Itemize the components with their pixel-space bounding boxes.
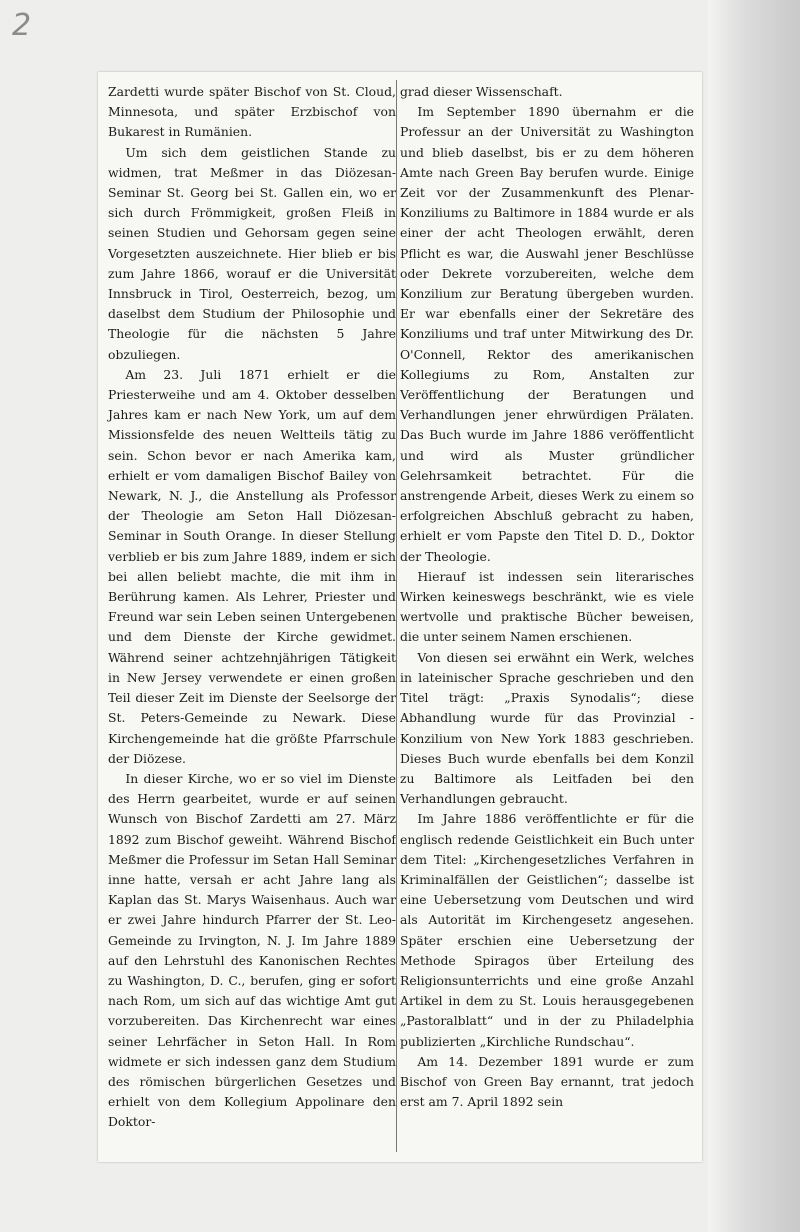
left-column — [108, 82, 396, 1133]
right-paragraph-4: Von diesen sei erwähnt ein Werk, welches in lateinischer Sprache geschrieben und den Titel trägt: „Praxis Synodalis“; diese Abhandlung wurde für das Provinzial - Konzilium von New York 1883 geschrieben. Dieses Buch wurde ebenfalls bei dem Konzil zu Baltimore als Leitfaden bei den Verhandlungen gebraucht. — [400, 649, 694, 807]
right-column — [400, 82, 694, 1112]
right-paragraph-6: Am 14. Dezember 1891 wurde er zum Bischof von Green Bay ernannt, trat jedoch erst am 7. April 1892 sein — [400, 1053, 694, 1110]
scan-edge-shadow — [708, 0, 800, 1232]
right-paragraph-1: grad dieser Wissenschaft. — [400, 84, 563, 99]
right-paragraph-5: Im Jahre 1886 veröffentlichte er für die englisch redende Geistlichkeit ein Buch unter dem Titel: „Kirchengesetzliches Verfahren in Kriminalfällen der Geistlichen“; dasselbe ist eine Uebersetzung vom Deutschen und wird als Autorität im Kirchengesetz angesehen. Später erschien eine Uebersetzung der Methode Spiragos über Erteilung des Religionsunterrichts und eine große Anzahl Artikel in dem zu St. Louis herausgegebenen „Pastoralblatt“ und in der zu Philadelphia publizierten „Kirchliche Rundschau“. — [400, 811, 694, 1049]
right-paragraph-2: Im September 1890 übernahm er die Professur an der Universität zu Washington und blieb daselbst, bis er zu dem höheren Amte nach Green Bay berufen wurde. Einige Zeit vor der Zusammenkunft des Plenar-Konziliums zu Baltimore in 1884 wurde er als einer der acht Theologen erwählt, deren Pflicht es war, die Auswahl jener Beschlüsse oder Dekrete vorzubereiten, welche dem Konzilium zur Beratung übergeben wurden. Er war ebenfalls einer der Sekretäre des Konziliums und traf unter Mitwirkung des Dr. O'Connell, Rektor des amerikanischen Kollegiums zu Rom, Anstalten zur Veröffentlichung der Beratungen und Verhandlungen jener ehrwürdigen Prälaten. Das Buch wurde im Jahre 1886 veröffentlicht und wird als Muster gründlicher Gelehrsamkeit betrachtet. Für die anstrengende Arbeit, dieses Werk zu einem so erfolgreichen Abschluß gebracht zu haben, erhielt er vom Papste den Titel D. D., Doktor der Theologie. — [400, 104, 694, 564]
newspaper-clipping — [98, 72, 702, 1162]
right-paragraph-3: Hierauf ist indessen sein literarisches Wirken keineswegs beschränkt, wie es viele wertvolle und praktische Bücher beweisen, die unter seinem Namen erschienen. — [400, 568, 694, 645]
left-paragraph-3: Am 23. Juli 1871 erhielt er die Priesterweihe und am 4. Oktober desselben Jahres kam er nach New York, um auf dem Missionsfelde des neuen Weltteils tätig zu sein. Schon bevor er nach Amerika kam, erhielt er vom damaligen Bischof Bailey von Newark, N. J., die Anstellung als Professor der Theologie am Seton Hall Diözesan-Seminar in South Orange. In dieser Stellung verblieb er bis zum Jahre 1889, indem er sich bei allen beliebt machte, die mit ihm in Berührung kamen. Als Lehrer, Priester und Freund war sein Leben seinen Untergebenen und dem Dienste der Kirche gewidmet. Während seiner achtzehnjährigen Tätigkeit in New Jersey verwendete er einen großen Teil dieser Zeit im Dienste der Seelsorge der St. Peters-Gemeinde zu Newark. Diese Kirchengemeinde hat die größte Pfarrschule der Diözese. — [108, 366, 396, 766]
column-divider — [396, 80, 397, 1152]
left-paragraph-1: Zardetti wurde später Bischof von St. Cloud, Minnesota, und später Erzbischof von Bukarest in Rumänien. — [108, 84, 396, 140]
left-paragraph-2: Um sich dem geistlichen Stande zu widmen, trat Meßmer in das Diözesan-Seminar St. Georg bei St. Gallen ein, wo er sich durch Frömmigkeit, großen Fleiß in seinen Studien und Gehorsam gegen seine Vorgesetzten auszeichnete. Hier blieb er bis zum Jahre 1866, worauf er die Universität Innsbruck in Tirol, Oesterreich, bezog, um daselbst dem Studium der Philosophie und Theologie für die nächsten 5 Jahre obzuliegen. — [108, 144, 396, 362]
handwritten-page-number: 2 — [12, 8, 32, 43]
left-paragraph-4: In dieser Kirche, wo er so viel im Dienste des Herrn gearbeitet, wurde er auf seinen Wunsch von Bischof Zardetti am 27. März 1892 zum Bischof geweiht. Während Bischof Meßmer die Professur im Setan Hall Seminar inne hatte, versah er acht Jahre lang als Kaplan das St. Marys Waisenhaus. Auch war er zwei Jahre hindurch Pfarrer der St. Leo-Gemeinde zu Irvington, N. J. Im Jahre 1889 auf den Lehrstuhl des Kanonischen Rechtes zu Washington, D. C., berufen, ging er sofort nach Rom, um sich auf das wichtige Amt gut vorzubereiten. Das Kirchenrecht war eines seiner Lehrfächer in Seton Hall. In Rom widmete er sich indessen ganz dem Studium des römischen bürgerlichen Gesetzes und erhielt von dem Kollegium Appolinare den Doktor- — [108, 770, 396, 1130]
